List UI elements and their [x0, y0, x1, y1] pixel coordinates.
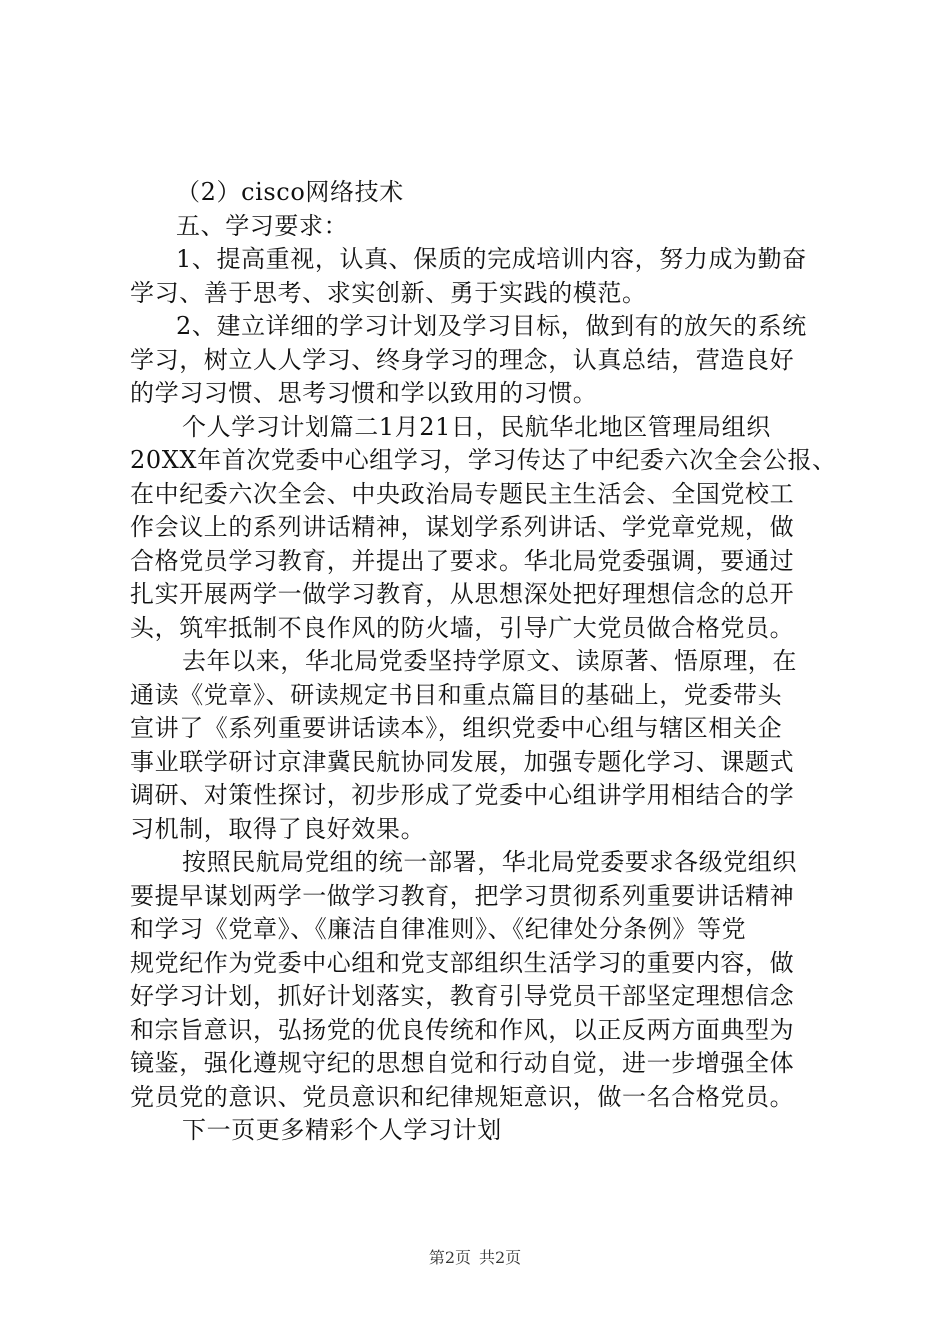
page-footer — [0, 1245, 950, 1268]
text-line: 事业联学研讨京津冀民航协同发展，加强专题化学习、课题式 — [130, 747, 795, 776]
text-line: 通读《党章》、研读规定书目和重点篇目的基础上，党委带头 — [130, 680, 783, 709]
text-line: 扎实开展两学一做学习教育，从思想深处把好理想信念的总开 — [130, 580, 795, 608]
text-line: 20XX年首次党委中心组学习，学习传达了中纪委六次全会公报、 — [130, 446, 837, 474]
text-line: 宣讲了《系列重要讲话读本》，组织党委中心组与辖区相关企 — [130, 714, 783, 742]
requirement-1 — [130, 243, 840, 310]
page-number: 第2页 — [428, 1248, 471, 1267]
text-line: 在中纪委六次全会、中央政治局专题民主生活会、全国党校工 — [130, 479, 795, 508]
text-line: 去年以来，华北局党委坚持学原文、读原著、悟原理，在 — [182, 647, 797, 675]
text-line: 和学习《党章》、《廉洁自律准则》、《纪律处分条例》等党 — [130, 915, 747, 943]
text-line: 调研、对策性探讨，初步形成了党委中心组讲学用相结合的学 — [130, 781, 795, 809]
text-line: 镜鉴，强化遵规守纪的思想自觉和行动自觉，进一步增强全体 — [130, 1049, 795, 1077]
text-line: 规党纪作为党委中心组和党支部组织生活学习的重要内容，做 — [130, 948, 795, 977]
text-line: 作会议上的系列讲话精神，谋划学系列讲话、学党章党规，做 — [130, 513, 795, 541]
text-line: 合格党员学习教育，并提出了要求。华北局党委强调，要通过 — [130, 546, 795, 575]
text-line: 党员党的意识、党员意识和纪律规矩意识，做一名合格党员。 — [130, 1082, 795, 1111]
text-line: 和宗旨意识，弘扬党的优良传统和作风，以正反两方面典型为 — [130, 1015, 795, 1044]
text-line: 学习，树立人人学习、终身学习的理念，认真总结，营造良好 — [130, 345, 795, 374]
text-line: 学习、善于思考、求实创新、勇于实践的模范。 — [130, 278, 647, 307]
text-line: 的学习习惯、思考习惯和学以致用的习惯。 — [130, 379, 598, 407]
text-line: 2、建立详细的学习计划及学习目标，做到有的放矢的系统 — [176, 312, 807, 340]
text-line: 1、提高重视，认真、保质的完成培训内容，努力成为勤奋 — [176, 245, 807, 273]
requirement-2 — [130, 310, 840, 411]
page-total: 共2页 — [479, 1248, 522, 1267]
paragraph-last-year — [130, 645, 840, 846]
text-line: 要提早谋划两学一做学习教育，把学习贯彻系列重要讲话精神 — [130, 881, 795, 910]
text-line: 头，筑牢抵制不良作风的防火墙，引导广大党员做合格党员。 — [130, 613, 795, 642]
heading-cisco: （2）cisco网络技术 — [176, 178, 404, 206]
text-line: 好学习计划，抓好计划落实，教育引导党员干部坚定理想信念 — [130, 982, 795, 1010]
next-page-note: 下一页更多精彩个人学习计划 — [182, 1116, 502, 1144]
section-title-requirements: 五、学习要求： — [176, 211, 349, 240]
text-line: 个人学习计划篇二1月21日，民航华北地区管理局组织 — [182, 412, 771, 441]
text-line: 习机制，取得了良好效果。 — [130, 814, 426, 843]
text-line: 按照民航局党组的统一部署，华北局党委要求各级党组织 — [182, 848, 797, 876]
document-body — [130, 176, 840, 1148]
paragraph-plan-2 — [130, 411, 840, 646]
paragraph-deployment — [130, 846, 840, 1114]
